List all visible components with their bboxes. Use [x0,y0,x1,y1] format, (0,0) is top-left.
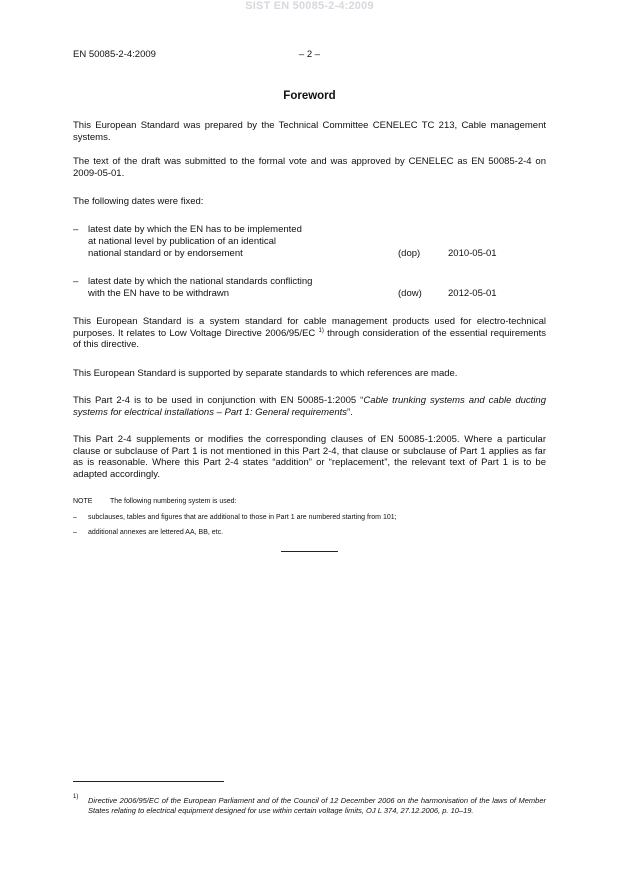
date-value: 2012-05-01 [448,288,497,299]
end-divider [281,551,338,552]
date-item-line: at national level by publication of an identical [88,236,277,247]
date-item-line: latest date by which the national standards conflicting [88,276,313,287]
date-item-line: latest date by which the EN has to be implemented [88,224,302,235]
note-item-text: additional annexes are lettered AA, BB, etc. [88,529,224,536]
list-dash: – [73,529,77,536]
section-title: Foreword [283,90,336,102]
paragraph-text: ”. [347,406,353,418]
note-label: NOTE [73,498,93,505]
note [73,497,236,506]
document-id: EN 50085-2-4:2009 [73,49,156,60]
paragraph-prepared-by: This European Standard was prepared by the Technical Committee CENELEC TC 213, Cable management systems. [73,120,546,143]
paragraph-conjunction [73,395,546,418]
list-dash: – [73,514,77,521]
watermark: SIST EN 50085-2-4:2009 [245,0,374,12]
date-item-line: national standard or by endorsement [88,248,243,259]
footnote-reference: 1) [318,327,324,334]
date-abbreviation: (dop) [398,248,421,259]
footnote-text: Directive 2006/95/EC of the European Parliament and of the Council of 12 December 2006 on the harmonisation of the laws of Member States relating to electrical equipment designed for use within certain voltage limits, OJ L 374, 27.12.2006, p. 10–19. [88,796,546,815]
date-value: 2010-05-01 [448,248,497,259]
note-item-text: subclauses, tables and figures that are additional to those in Part 1 are numbered starting from 101; [88,514,397,521]
paragraph-separate-standards: This European Standard is supported by separate standards to which references are made. [73,368,458,379]
paragraph-approval: The text of the draft was submitted to the formal vote and was approved by CENELEC as EN 50085-2-4 on 2009-05-01. [73,156,546,179]
date-abbreviation: (dow) [398,288,422,299]
referenced-title: Cable trunking systems and cable ducting systems for electrical installations – Part 1: General requirements [73,395,546,418]
paragraph-supplements: This Part 2-4 supplements or modifies the corresponding clauses of EN 50085-1:2005. Where a particular clause or subclause of Part 1 is not mentioned in this Part 2-4, that clause or subclause of Part 1 applies as far as is reasonable. Where this Part 2-4 states “addition” or “replacement”, the relevant text of Part 1 is to be adapted accordingly. [73,434,546,480]
footnote-number: 1) [73,794,79,800]
paragraph-dates-intro: The following dates were fixed: [73,196,204,207]
paragraph-system-standard [73,316,546,351]
list-dash: – [73,224,79,235]
paragraph-text: This European Standard is a system standard for cable management products used for electro-technical purposes. It relates to Low Voltage Directive 2006/95/EC [73,316,546,339]
paragraph-text: This Part 2-4 is to be used in conjunction with EN 50085-1:2005 “ [73,395,364,406]
note-text: The following numbering system is used: [110,498,237,505]
footnote-divider [73,781,224,782]
date-item-line: with the EN have to be withdrawn [88,288,229,299]
list-dash: – [73,276,79,287]
page-number: – 2 – [298,49,321,60]
paragraph-text: through consideration of the essential requirements of this directive. [73,327,546,350]
